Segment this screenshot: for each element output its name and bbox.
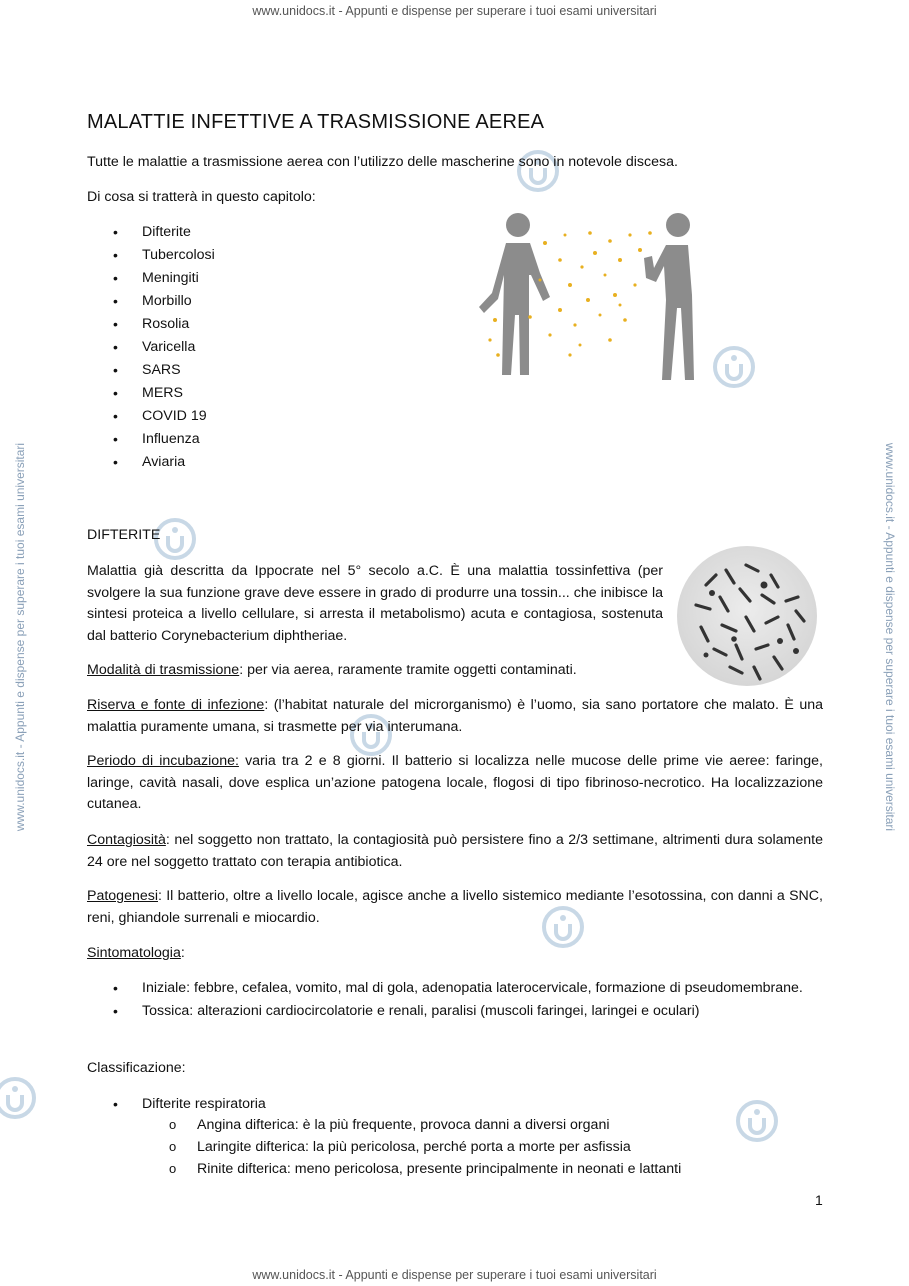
list-item: • Meningiti (87, 267, 215, 290)
patogenesi-text: : Il batterio, oltre a livello locale, agisce anche a livello sistemico mediante l’esotossina, con danni a SNC, reni, ghiandole surrenali e miocardio. (87, 888, 823, 926)
sintomatologia-colon: : (180, 945, 185, 961)
classificazione-label: Classificazione: (87, 1060, 186, 1076)
classificazione-sublist (87, 1114, 681, 1180)
list-item: • Influenza (87, 428, 215, 451)
page-title: MALATTIE INFETTIVE A TRASMISSIONE AEREA (87, 111, 545, 133)
list-item: o Angina difterica: è la più frequente, provoca danni a diversi organi (87, 1114, 681, 1136)
chapter-intro: Di cosa si tratterà in questo capitolo: (87, 189, 316, 205)
list-item: o Rinite difterica: meno pericolosa, presente principalmente in neonati e lattanti (87, 1158, 681, 1180)
riserva-label: Riserva e fonte di infezione (87, 697, 265, 713)
list-item: • Morbillo (87, 290, 215, 313)
trasmissione-paragraph (87, 660, 823, 682)
watermark-left: www.unidocs.it - Appunti e dispense per superare i tuoi esami universitari (13, 442, 27, 832)
watermark-top: www.unidocs.it - Appunti e dispense per superare i tuoi esami universitari (252, 4, 657, 18)
list-item: • Rosolia (87, 313, 215, 336)
difterite-description: Malattia già descritta da Ippocrate nel 5° secolo a.C. È una malattia tossinfettiva (per svolgere la sua funzione grave deve essere in grado di produrre una tossin... che inibisce la sintesi proteica a livello cellulare, si arresta il metabolismo) acuta e contagiosa, sostenuta dal batterio Corynebacterium diphtheriae. (87, 563, 663, 644)
list-item: • Aviaria (87, 451, 215, 474)
list-item: • Iniziale: febbre, cefalea, vomito, mal di gola, adenopatia laterocervicale, formazione di pseudomembrane. (87, 978, 823, 1000)
riserva-paragraph (87, 695, 823, 738)
contagiosita-text: : nel soggetto non trattato, la contagiosità può persistere fino a 2/3 settimane, altrimenti dura solamente 24 ore nel soggetto trattato con terapia antibiotica. (87, 832, 823, 870)
airborne-transmission-illustration (470, 205, 730, 385)
trasmissione-label: Modalità di trasmissione (87, 662, 240, 678)
section-title: DIFTERITE (87, 527, 161, 543)
unidocs-logo-icon (734, 1098, 780, 1144)
list-item: • Tubercolosi (87, 244, 215, 267)
list-item: • Tossica: alterazioni cardiocircolatorie e renali, paralisi (muscoli faringei, laringei e oculari) (87, 1001, 823, 1023)
incubazione-paragraph (87, 751, 823, 816)
sintomi-list (87, 978, 823, 1022)
incubazione-label: Periodo di incubazione: (87, 753, 239, 769)
patogenesi-label: Patogenesi (87, 888, 158, 904)
list-item: • MERS (87, 382, 215, 405)
list-item: • Difterite (87, 221, 215, 244)
sintomatologia-paragraph (87, 943, 185, 965)
list-item: • Varicella (87, 336, 215, 359)
list-item: • COVID 19 (87, 405, 215, 428)
watermark-right: www.unidocs.it - Appunti e dispense per superare i tuoi esami universitari (883, 442, 897, 832)
page-number: 1 (815, 1192, 823, 1208)
sintomatologia-label: Sintomatologia (87, 945, 181, 961)
contagiosita-label: Contagiosità (87, 832, 166, 848)
classificazione-list (87, 1093, 266, 1116)
unidocs-logo-icon (0, 1075, 38, 1121)
list-item: • Difterite respiratoria (87, 1093, 266, 1116)
intro-paragraph: Tutte le malattie a trasmissione aerea con l’utilizzo delle mascherine sono in notevole discesa. (87, 154, 678, 170)
trasmissione-text: : per via aerea, raramente tramite oggetti contaminati. (239, 662, 577, 678)
watermark-bottom: www.unidocs.it - Appunti e dispense per superare i tuoi esami universitari (252, 1268, 657, 1282)
riserva-text: : (l’habitat naturale del microrganismo) è l’uomo, sia sano portatore che malato. È una malattia puramente umana, si trasmette per via interumana. (87, 697, 823, 735)
disease-list (87, 221, 215, 474)
list-item: o Laringite difterica: la più pericolosa, perché porta a morte per asfissia (87, 1136, 681, 1158)
patogenesi-paragraph (87, 886, 823, 929)
list-item: • SARS (87, 359, 215, 382)
incubazione-text: varia tra 2 e 8 giorni. Il batterio si localizza nelle mucose delle prime vie aeree: faringe, laringe, cavità nasali, dove esplica un’azione patogena locale, flogosi di tipo fibrinoso-necrotico. Ha localizzazione cutanea. (87, 753, 823, 813)
contagiosita-paragraph (87, 830, 823, 873)
